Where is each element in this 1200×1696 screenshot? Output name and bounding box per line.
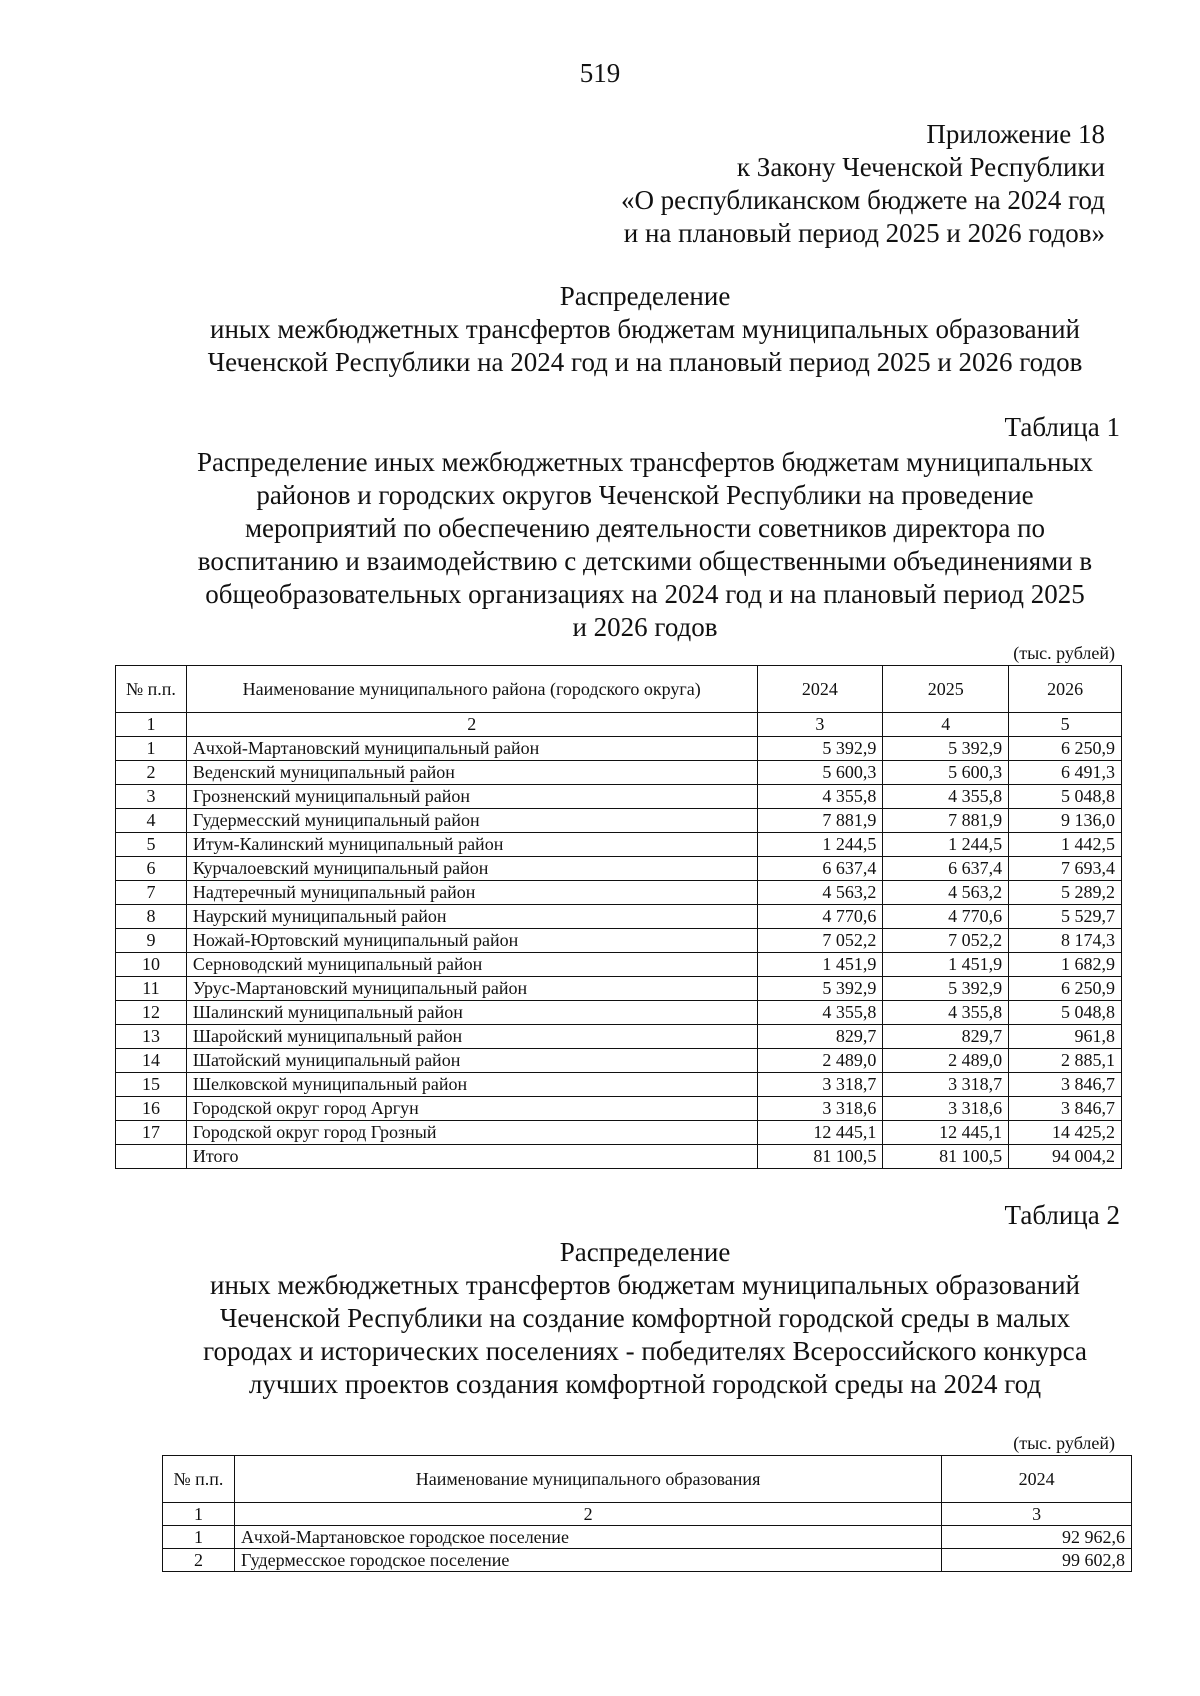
row-value: 4 770,6 xyxy=(757,905,883,929)
row-number: 2 xyxy=(116,761,187,785)
header-number: № п.п. xyxy=(116,666,187,713)
row-value: 5 392,9 xyxy=(757,977,883,1001)
row-value: 4 355,8 xyxy=(883,1001,1009,1025)
row-value: 5 048,8 xyxy=(1009,785,1122,809)
row-value: 7 881,9 xyxy=(883,809,1009,833)
appendix-line: «О республиканском бюджете на 2024 год xyxy=(620,185,1105,215)
row-value: 4 563,2 xyxy=(883,881,1009,905)
row-value: 2 489,0 xyxy=(757,1049,883,1073)
table-row xyxy=(163,1526,1132,1549)
table1-title-line: общеобразовательных организациях на 2024 год и на плановый период 2025 xyxy=(205,579,1085,609)
table2-title xyxy=(150,1236,1140,1401)
colnum-cell: 3 xyxy=(942,1503,1132,1526)
header-name: Наименование муниципального образования xyxy=(234,1456,941,1503)
colnum-cell: 5 xyxy=(1009,713,1122,737)
table1-label: Таблица 1 xyxy=(1004,412,1120,442)
row-value: 4 355,8 xyxy=(883,785,1009,809)
row-value: 1 442,5 xyxy=(1009,833,1122,857)
table-row xyxy=(116,809,1122,833)
header-2024: 2024 xyxy=(757,666,883,713)
table-row xyxy=(116,833,1122,857)
colnum-cell: 3 xyxy=(757,713,883,737)
row-number: 7 xyxy=(116,881,187,905)
row-value: 7 052,2 xyxy=(883,929,1009,953)
row-name: Итум-Калинский муниципальный район xyxy=(186,833,757,857)
page-number: 519 xyxy=(579,58,621,88)
table2-units: (тыс. рублей) xyxy=(1013,1433,1115,1453)
row-value: 3 846,7 xyxy=(1009,1097,1122,1121)
table-row xyxy=(116,881,1122,905)
row-number: 1 xyxy=(116,737,187,761)
row-name: Шелковской муниципальный район xyxy=(186,1073,757,1097)
header-2025: 2025 xyxy=(883,666,1009,713)
row-number: 10 xyxy=(116,953,187,977)
table-row xyxy=(116,929,1122,953)
row-number: 4 xyxy=(116,809,187,833)
table1-title-line: районов и городских округов Чеченской Республики на проведение xyxy=(256,480,1034,510)
table-row xyxy=(116,1049,1122,1073)
header-2024: 2024 xyxy=(942,1456,1132,1503)
row-name: Наурский муниципальный район xyxy=(186,905,757,929)
table1-title xyxy=(150,446,1140,644)
row-name: Ножай-Юртовский муниципальный район xyxy=(186,929,757,953)
row-value: 4 563,2 xyxy=(757,881,883,905)
row-number: 12 xyxy=(116,1001,187,1025)
colnum-cell: 1 xyxy=(116,713,187,737)
table2-header-row xyxy=(163,1456,1132,1503)
row-value: 3 318,7 xyxy=(883,1073,1009,1097)
row-name: Серноводский муниципальный район xyxy=(186,953,757,977)
table2-colnum-row xyxy=(163,1503,1132,1526)
row-value: 6 250,9 xyxy=(1009,977,1122,1001)
row-value: 961,8 xyxy=(1009,1025,1122,1049)
row-value: 6 637,4 xyxy=(883,857,1009,881)
table1-title-line: воспитанию и взаимодействию с детскими общественными объединениями в xyxy=(197,546,1093,576)
row-value: 6 637,4 xyxy=(757,857,883,881)
row-number: 2 xyxy=(163,1549,235,1572)
row-value: 7 881,9 xyxy=(757,809,883,833)
row-name: Городской округ город Аргун xyxy=(186,1097,757,1121)
table2-title-line: лучших проектов создания комфортной городской среды на 2024 год xyxy=(248,1369,1042,1399)
total-number xyxy=(116,1145,187,1169)
row-value: 8 174,3 xyxy=(1009,929,1122,953)
colnum-cell: 2 xyxy=(234,1503,941,1526)
table2-title-line: иных межбюджетных трансфертов бюджетам муниципальных образований xyxy=(210,1270,1080,1300)
row-name: Надтеречный муниципальный район xyxy=(186,881,757,905)
table-row xyxy=(116,1121,1122,1145)
appendix-line: Приложение 18 xyxy=(926,119,1105,149)
row-value: 3 318,6 xyxy=(757,1097,883,1121)
row-name: Курчалоевский муниципальный район xyxy=(186,857,757,881)
row-number: 6 xyxy=(116,857,187,881)
table2 xyxy=(162,1455,1132,1572)
row-number: 8 xyxy=(116,905,187,929)
table-row xyxy=(116,977,1122,1001)
row-name: Шатойский муниципальный район xyxy=(186,1049,757,1073)
total-label: Итого xyxy=(186,1145,757,1169)
table2-label: Таблица 2 xyxy=(1004,1200,1120,1230)
row-value: 3 318,6 xyxy=(883,1097,1009,1121)
row-value: 5 289,2 xyxy=(1009,881,1122,905)
row-value: 1 244,5 xyxy=(883,833,1009,857)
row-value: 5 392,9 xyxy=(757,737,883,761)
table-row xyxy=(116,857,1122,881)
row-value: 5 529,7 xyxy=(1009,905,1122,929)
row-value: 6 250,9 xyxy=(1009,737,1122,761)
row-number: 3 xyxy=(116,785,187,809)
table-row xyxy=(116,1001,1122,1025)
row-value: 4 355,8 xyxy=(757,785,883,809)
main-title xyxy=(150,280,1140,379)
table-row xyxy=(116,761,1122,785)
colnum-cell: 2 xyxy=(186,713,757,737)
table1-header-row xyxy=(116,666,1122,713)
appendix-note xyxy=(621,118,1105,250)
row-value: 99 602,8 xyxy=(942,1549,1132,1572)
appendix-line: к Закону Чеченской Республики xyxy=(736,152,1105,182)
main-title-line: Чеченской Республики на 2024 год и на плановый период 2025 и 2026 годов xyxy=(207,347,1083,377)
row-value: 6 491,3 xyxy=(1009,761,1122,785)
row-name: Грозненский муниципальный район xyxy=(186,785,757,809)
row-value: 829,7 xyxy=(757,1025,883,1049)
row-name: Шалинский муниципальный район xyxy=(186,1001,757,1025)
table2-title-line: Чеченской Республики на создание комфортной городской среды в малых xyxy=(219,1303,1071,1333)
table1-colnum-row xyxy=(116,713,1122,737)
row-number: 17 xyxy=(116,1121,187,1145)
table1 xyxy=(115,665,1122,1169)
total-2026: 94 004,2 xyxy=(1009,1145,1122,1169)
row-number: 1 xyxy=(163,1526,235,1549)
row-number: 15 xyxy=(116,1073,187,1097)
row-name: Ачхой-Мартановское городское поселение xyxy=(234,1526,941,1549)
table-row xyxy=(116,1097,1122,1121)
row-value: 5 392,9 xyxy=(883,977,1009,1001)
row-value: 14 425,2 xyxy=(1009,1121,1122,1145)
row-number: 11 xyxy=(116,977,187,1001)
table1-total-row xyxy=(116,1145,1122,1169)
row-number: 14 xyxy=(116,1049,187,1073)
row-value: 2 885,1 xyxy=(1009,1049,1122,1073)
row-value: 7 693,4 xyxy=(1009,857,1122,881)
table1-title-line: Распределение иных межбюджетных трансфертов бюджетам муниципальных xyxy=(196,447,1094,477)
row-value: 829,7 xyxy=(883,1025,1009,1049)
table-row xyxy=(116,1025,1122,1049)
row-name: Урус-Мартановский муниципальный район xyxy=(186,977,757,1001)
row-value: 4 770,6 xyxy=(883,905,1009,929)
row-value: 9 136,0 xyxy=(1009,809,1122,833)
header-number: № п.п. xyxy=(163,1456,235,1503)
row-value: 1 451,9 xyxy=(757,953,883,977)
row-value: 12 445,1 xyxy=(883,1121,1009,1145)
colnum-cell: 1 xyxy=(163,1503,235,1526)
main-title-line: иных межбюджетных трансфертов бюджетам муниципальных образований xyxy=(210,314,1080,344)
row-name: Городской округ город Грозный xyxy=(186,1121,757,1145)
row-value: 2 489,0 xyxy=(883,1049,1009,1073)
row-value: 1 244,5 xyxy=(757,833,883,857)
row-value: 12 445,1 xyxy=(757,1121,883,1145)
table-row xyxy=(116,737,1122,761)
row-number: 9 xyxy=(116,929,187,953)
table-row xyxy=(163,1549,1132,1572)
row-number: 5 xyxy=(116,833,187,857)
row-name: Гудермесский муниципальный район xyxy=(186,809,757,833)
total-2024: 81 100,5 xyxy=(757,1145,883,1169)
row-value: 5 392,9 xyxy=(883,737,1009,761)
row-value: 3 318,7 xyxy=(757,1073,883,1097)
table-row xyxy=(116,785,1122,809)
row-value: 5 600,3 xyxy=(883,761,1009,785)
row-name: Веденский муниципальный район xyxy=(186,761,757,785)
row-name: Гудермесское городское поселение xyxy=(234,1549,941,1572)
table-row xyxy=(116,1073,1122,1097)
row-name: Ачхой-Мартановский муниципальный район xyxy=(186,737,757,761)
table1-title-line: мероприятий по обеспечению деятельности советников директора по xyxy=(244,513,1046,543)
row-number: 13 xyxy=(116,1025,187,1049)
row-value: 5 600,3 xyxy=(757,761,883,785)
row-value: 7 052,2 xyxy=(757,929,883,953)
row-name: Шаройский муниципальный район xyxy=(186,1025,757,1049)
colnum-cell: 4 xyxy=(883,713,1009,737)
table-row xyxy=(116,905,1122,929)
table1-units: (тыс. рублей) xyxy=(1013,643,1115,663)
row-value: 4 355,8 xyxy=(757,1001,883,1025)
table1-title-line: и 2026 годов xyxy=(572,612,718,642)
row-value: 3 846,7 xyxy=(1009,1073,1122,1097)
header-name: Наименование муниципального района (городского округа) xyxy=(186,666,757,713)
table2-title-line: Распределение xyxy=(559,1237,731,1267)
header-2026: 2026 xyxy=(1009,666,1122,713)
total-2025: 81 100,5 xyxy=(883,1145,1009,1169)
table2-title-line: городах и исторических поселениях - победителях Всероссийского конкурса xyxy=(203,1336,1087,1366)
row-value: 1 682,9 xyxy=(1009,953,1122,977)
row-number: 16 xyxy=(116,1097,187,1121)
appendix-line: и на плановый период 2025 и 2026 годов» xyxy=(623,218,1105,248)
table-row xyxy=(116,953,1122,977)
row-value: 92 962,6 xyxy=(942,1526,1132,1549)
row-value: 5 048,8 xyxy=(1009,1001,1122,1025)
row-value: 1 451,9 xyxy=(883,953,1009,977)
main-title-line: Распределение xyxy=(559,281,731,311)
